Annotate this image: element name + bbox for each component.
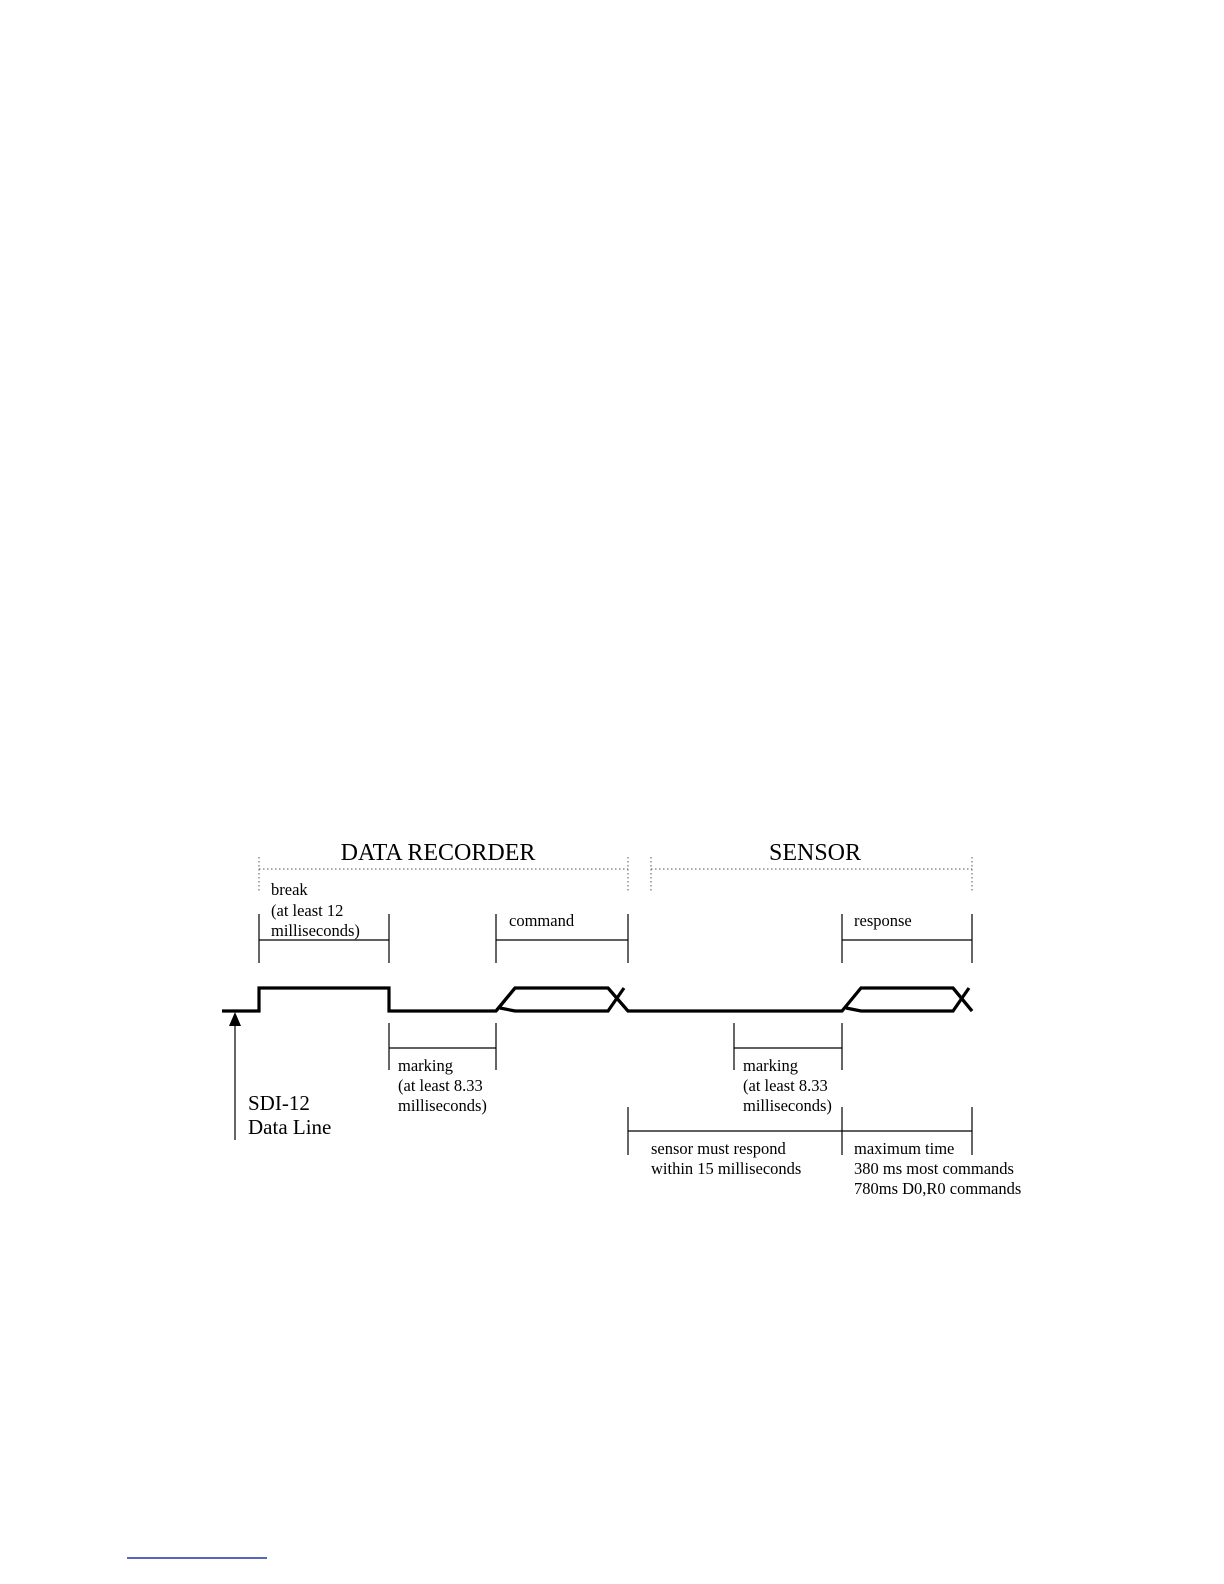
sensor-title: SENSOR (768, 840, 862, 866)
command-annotation (496, 911, 628, 963)
break-label-line-3: milliseconds) (271, 921, 360, 940)
marking-1-line-1: marking (398, 1056, 453, 1075)
maximum-time-line-1: maximum time (854, 1139, 955, 1158)
data-line-label-line-1: SDI-12 (248, 1091, 310, 1115)
data-line-pointer (229, 1012, 331, 1140)
sensor-respond-line-2: within 15 milliseconds (651, 1159, 802, 1178)
marking-annotation-1 (389, 1023, 496, 1115)
marking-2-line-1: marking (743, 1056, 798, 1075)
marking-1-line-3: milliseconds) (398, 1096, 487, 1115)
break-label-line-2: (at least 12 (271, 901, 344, 920)
maximum-time-line-3: 780ms D0,R0 commands (854, 1179, 1022, 1198)
arrow-up-icon (229, 1012, 241, 1026)
marking-2-line-2: (at least 8.33 (743, 1076, 828, 1095)
marking-2-line-3: milliseconds) (743, 1096, 832, 1115)
command-label: command (509, 911, 575, 930)
data-recorder-title: DATA RECORDER (340, 840, 536, 866)
response-timing-annotation (628, 1107, 1021, 1198)
marking-1-line-2: (at least 8.33 (398, 1076, 483, 1095)
response-annotation (842, 911, 972, 963)
marking-annotation-2 (734, 1023, 842, 1115)
data-line-label-line-2: Data Line (248, 1115, 332, 1139)
signal-waveform (222, 988, 972, 1011)
response-label: response (854, 911, 912, 930)
maximum-time-line-2: 380 ms most commands (854, 1159, 1014, 1178)
break-label-line-1: break (271, 880, 308, 899)
break-annotation (259, 880, 389, 963)
sensor-respond-line-1: sensor must respond (651, 1139, 786, 1158)
